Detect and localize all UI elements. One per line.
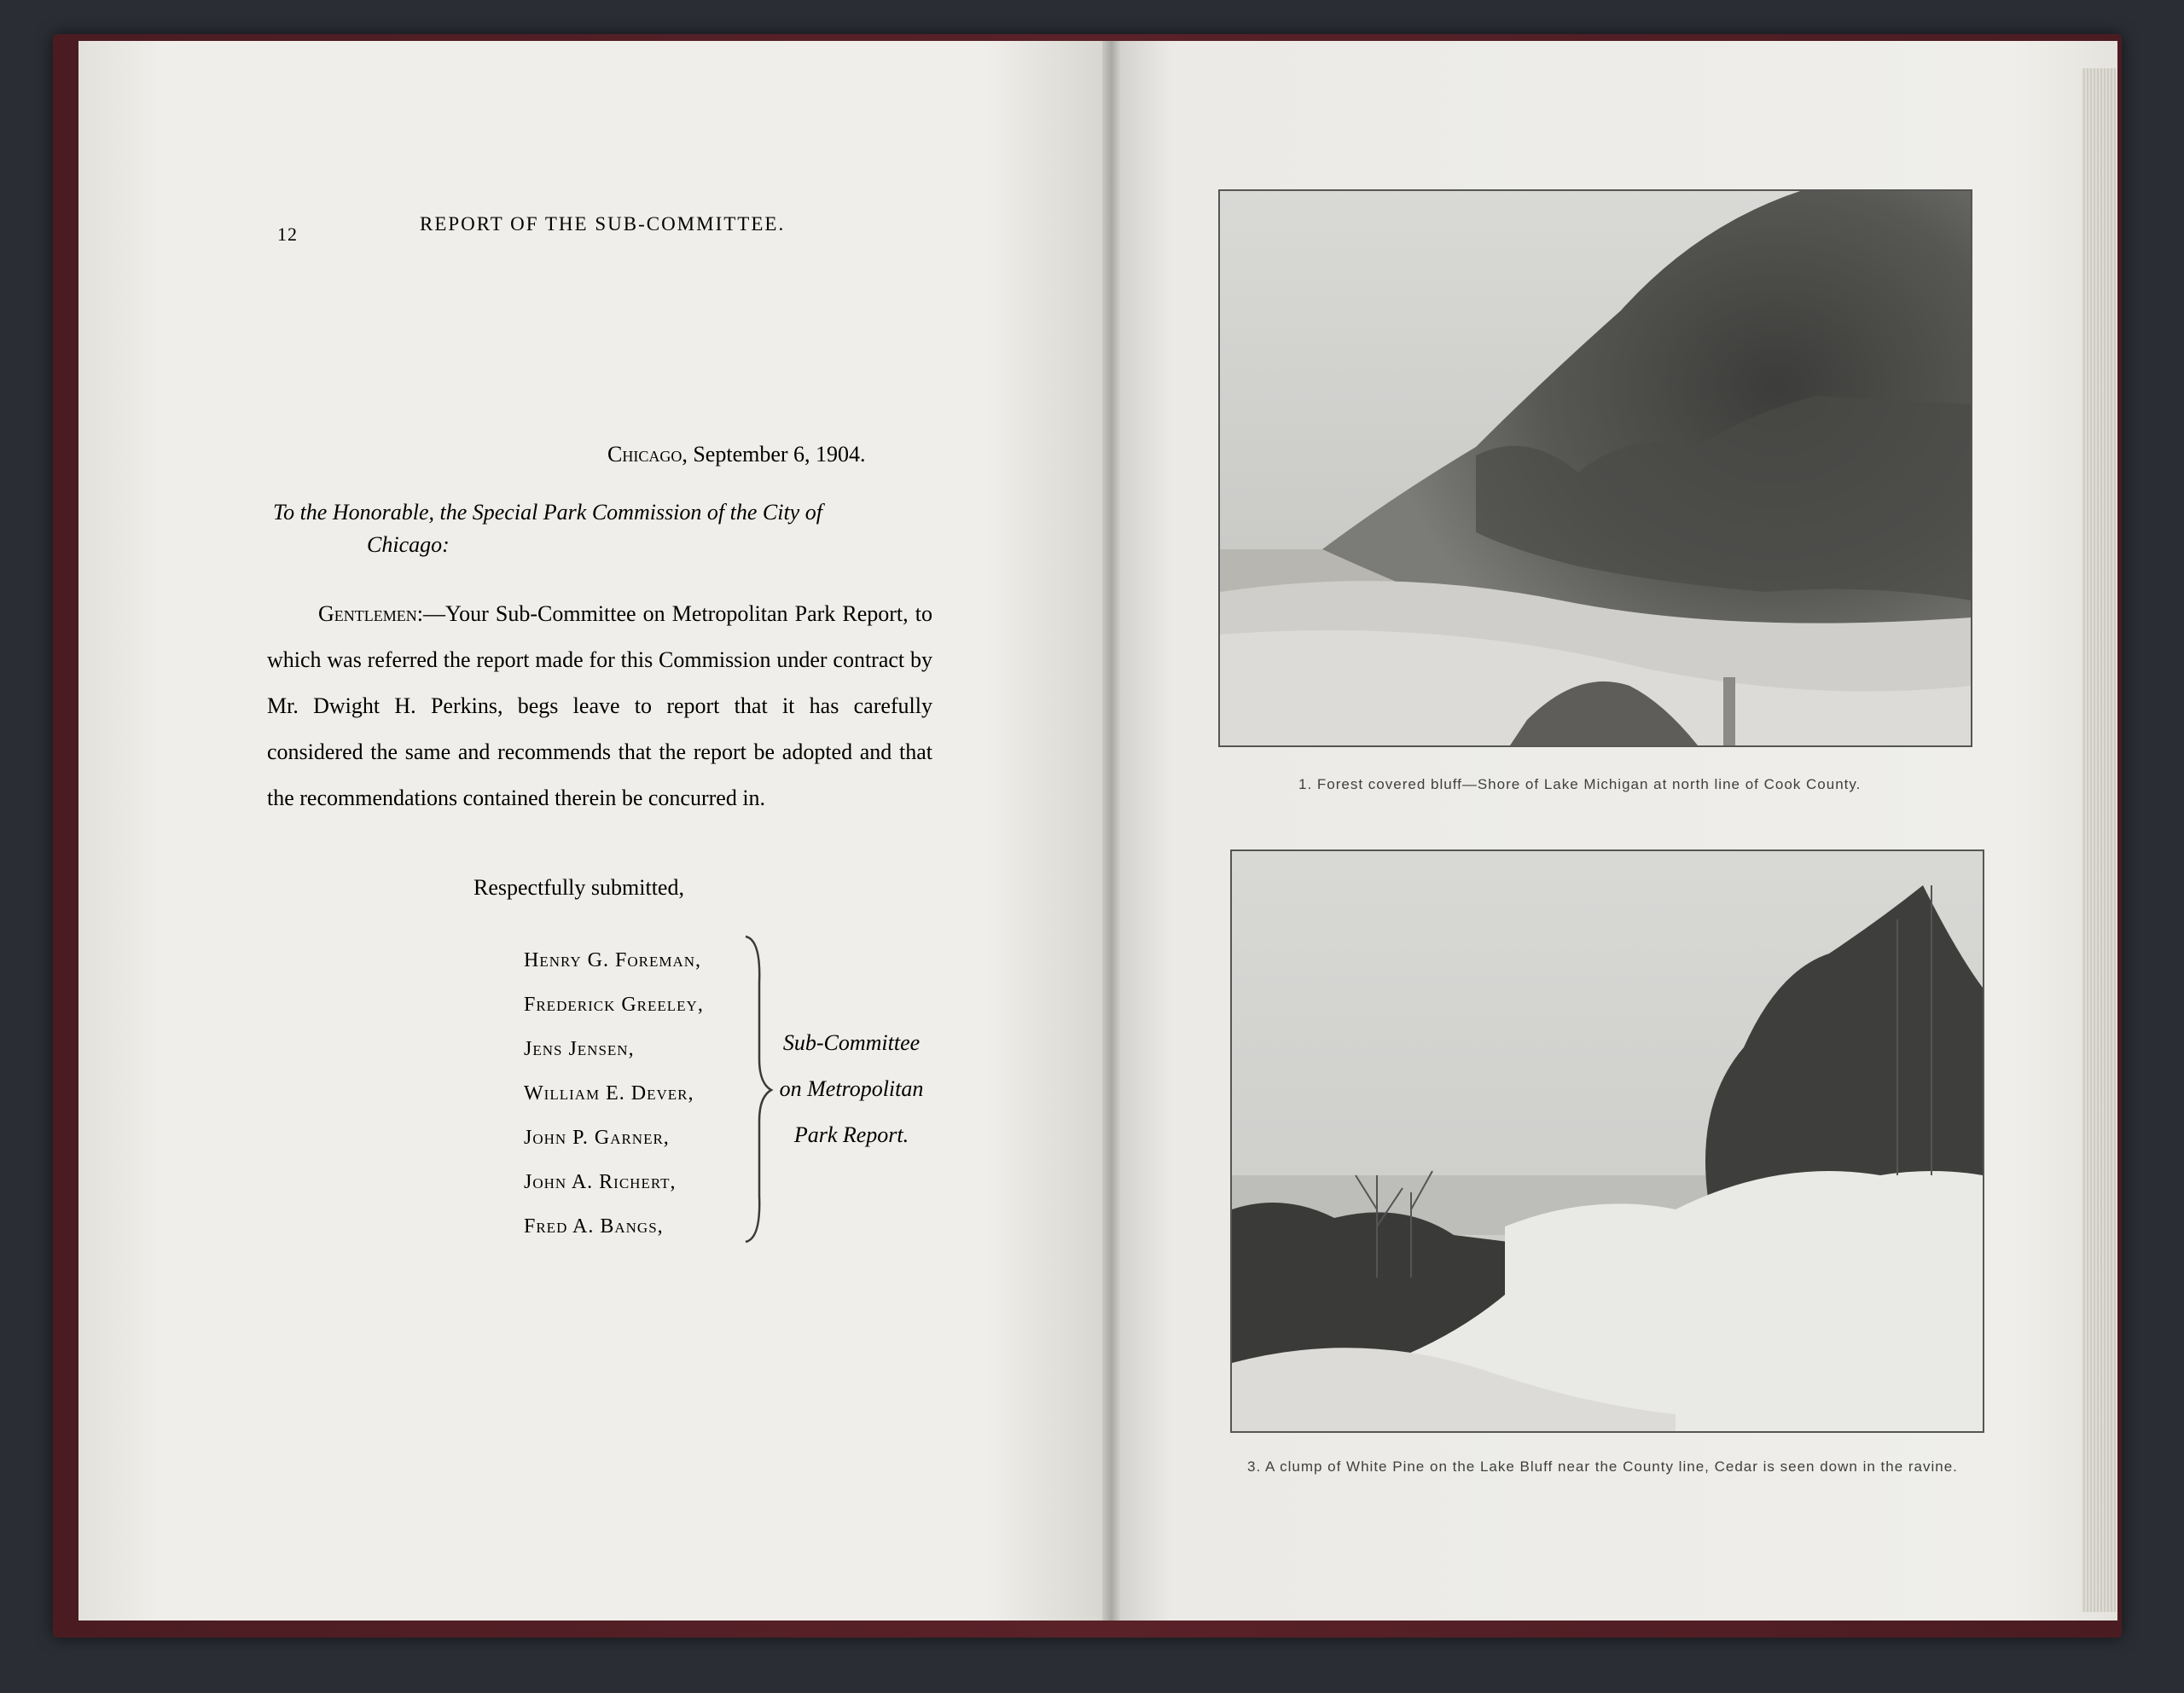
committee-label (766, 1020, 937, 1158)
running-head: REPORT OF THE SUB-COMMITTEE. (420, 213, 786, 235)
committee-line: on Metropolitan (779, 1076, 924, 1101)
signatory: Fred A. Bangs, (524, 1215, 664, 1238)
letter-paragraph (267, 591, 932, 821)
committee-line: Park Report. (793, 1122, 909, 1147)
dateline (607, 442, 866, 467)
letter-body (267, 591, 932, 821)
white-pine-image (1232, 851, 1983, 1431)
page-edges (2082, 68, 2116, 1612)
photo-white-pine (1230, 849, 1984, 1433)
letter-body-text: :—Your Sub-Committee on Metropolitan Park Report, to which was referred the report made for this Commission under contract by Mr. Dwight H. Perkins, begs leave to report that it has carefully considered the same and recommends that the report be adopted and that the recommendations contained therein be concurred in. (267, 601, 932, 810)
signatory: Frederick Greeley, (524, 994, 704, 1016)
photo1-caption: 1. Forest covered bluff—Shore of Lake Michigan at north line of Cook County. (1298, 776, 1862, 792)
addressee-line: Chicago: (367, 532, 450, 557)
signatory: John P. Garner, (524, 1127, 670, 1149)
closing: Respectfully submitted, (473, 875, 684, 900)
committee-line: Sub-Committee (782, 1030, 921, 1055)
addressee (273, 496, 934, 561)
photo2-caption: 3. A clump of White Pine on the Lake Bluff near the County line, Cedar is seen down in the ravine. (1247, 1458, 1958, 1475)
addressee-line: To the Honorable, the Special Park Commission of the City of (273, 500, 822, 525)
dateline-date: , September 6, 1904. (682, 442, 866, 467)
signatory: Jens Jensen, (524, 1038, 635, 1060)
forest-bluff-image (1220, 191, 1971, 745)
dateline-city: Chicago (607, 442, 682, 467)
signatory: Henry G. Foreman, (524, 949, 702, 971)
page-number: 12 (277, 223, 298, 245)
book-gutter (1102, 41, 1121, 1621)
photo-forest-bluff (1218, 189, 1972, 747)
salutation: Gentlemen (318, 601, 417, 626)
left-page (78, 41, 1111, 1621)
signatory-list (524, 938, 704, 1249)
signatory: William E. Dever, (524, 1082, 694, 1105)
signatory: John A. Richert, (524, 1171, 677, 1193)
